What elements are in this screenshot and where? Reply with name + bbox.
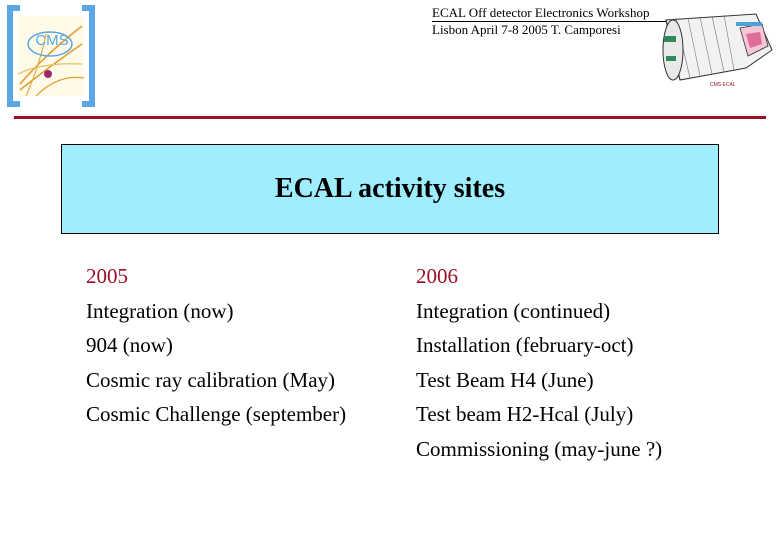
ecal-detector-image bbox=[636, 10, 776, 96]
list-item: Integration (continued) bbox=[416, 298, 611, 323]
workshop-title: ECAL Off detector Electronics Workshop bbox=[432, 5, 650, 20]
activity-list-2005 bbox=[86, 294, 346, 432]
list-item: Cosmic Challenge (september) bbox=[86, 402, 347, 426]
year-2005: 2005 bbox=[86, 264, 128, 288]
title-box bbox=[61, 144, 719, 234]
list-item: Cosmic ray calibration (May) bbox=[86, 367, 336, 392]
ecal-detector-graphic bbox=[636, 10, 776, 96]
list-item: Commissioning (may-june ?) bbox=[416, 436, 663, 461]
list-item: Installation (february-oct) bbox=[416, 333, 634, 357]
column-2005 bbox=[86, 259, 346, 432]
cms-logo-graphic bbox=[6, 4, 96, 108]
column-2006 bbox=[416, 259, 662, 466]
header-divider bbox=[14, 116, 766, 119]
slide-title: ECAL activity sites bbox=[274, 173, 506, 204]
year-2006: 2006 bbox=[416, 264, 458, 288]
cms-logo bbox=[6, 4, 96, 108]
list-item: 904 (now) bbox=[86, 333, 173, 357]
list-item: Test Beam H4 (June) bbox=[416, 367, 594, 392]
list-item: Integration (now) bbox=[86, 298, 234, 323]
list-item: Test beam H2-Hcal (July) bbox=[416, 402, 634, 426]
workshop-date-author: Lisbon April 7-8 2005 T. Camporesi bbox=[432, 22, 621, 37]
logo-text: CMS bbox=[35, 32, 69, 49]
activity-list-2006 bbox=[416, 294, 662, 467]
detector-caption: CMS ECAL bbox=[710, 82, 736, 88]
